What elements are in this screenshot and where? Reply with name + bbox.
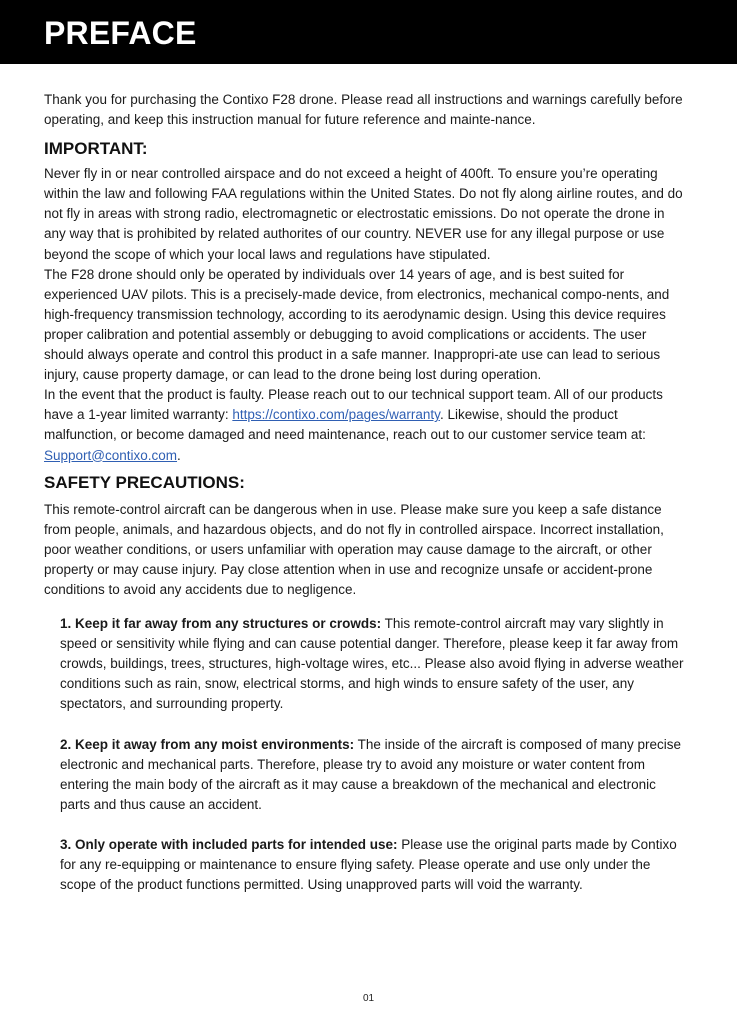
safety-item-text: The inside of the aircraft is composed of many precise electronic and mechanical parts. Therefore, please try to avoid any moisture or water content from entering the main body of the aircraft as it may cause a breakdown of the mechanical and electronic parts and thus cause an accident. <box>60 736 682 812</box>
important-paragraph-1: Never fly in or near controlled airspace and do not exceed a height of 400ft. To ensure you’re operating within the law and following FAA regulations within the United States. Do not fly along airline routes, and do not fly in areas with strong radio, electromagnetic or electrostatic emissions. Do not operate the drone in any way that is prohibited by related authorites of our country. NEVER use for any illegal purpose or use beyond the scope of which your local laws and regulations have stipulated. <box>44 166 683 262</box>
intro-paragraph: Thank you for purchasing the Contixo F28 drone. Please read all instructions and warnings carefully before operating, and keep this instruction manual for future reference and mainte-nance. <box>44 92 683 128</box>
safety-item <box>60 735 684 815</box>
safety-item <box>60 614 684 714</box>
important-paragraph-3 <box>44 385 684 465</box>
safety-item-text: Please use the original parts made by Contixo for any re-equipping or maintenance to ensure flying safety. Please operate and use only under the scope of the product functions permitted. Using unapproved parts will void the warranty. <box>60 836 677 893</box>
support-text-end: . <box>177 447 181 463</box>
warranty-text: In the event that the product is faulty. Please reach out to our technical support team. All of our products have a 1-year limited warranty: <box>44 387 663 423</box>
page-number: 01 <box>362 993 375 1004</box>
safety-item-title: 2. Keep it away from any moist environments: <box>60 736 355 752</box>
safety-item-title: 3. Only operate with included parts for intended use: <box>60 836 398 852</box>
safety-item <box>60 835 684 895</box>
safety-intro-paragraph: This remote-control aircraft can be dangerous when in use. Please make sure you keep a safe distance from people, animals, and hazardous objects, and do not fly in controlled airspace. Incorrect installation, poor weather conditions, or users unfamiliar with operation may cause damage to the aircraft, or other property or may cause injury. Pay close attention when in use and recognize unsafe or accident-prone conditions to avoid any accidents due to negligence. <box>44 501 664 597</box>
important-heading: IMPORTANT: <box>44 139 148 159</box>
safety-item-text: This remote-control aircraft may vary slightly in speed or sensitivity while flying and can cause potential danger. Therefore, please keep it far away from crowds, buildings, trees, structures, high-voltage wires, etc... Please also avoid flying in adverse weather conditions such as rain, snow, electrical storms, and high winds to ensure safety of the user, any spectators, and surrounding property. <box>60 616 684 712</box>
warranty-link[interactable]: https://contixo.com/pages/warranty <box>232 407 440 423</box>
support-text: . Likewise, should the product malfunction, or become damaged and need maintenance, reach out to our customer service team at: <box>44 407 646 443</box>
important-paragraph-2: The F28 drone should only be operated by individuals over 14 years of age, and is best suited for experienced UAV pilots. This is a precisely-made device, from electronics, mechanical compo-nents, and high-frequency transmission technology, according to its aerodynamic design. Using this device requires proper calibration and potential assembly or debugging to avoid complications or accidents. The user should always operate and control this product in a safe manner. Inappropri-ate use can lead to serious injury, cause property damage, or can lead to the drone being lost during operation. <box>44 266 670 383</box>
page-title: PREFACE <box>44 15 197 51</box>
safety-heading: SAFETY PRECAUTIONS: <box>44 472 245 492</box>
page-content <box>44 90 684 915</box>
page-header <box>0 0 737 64</box>
safety-item-title: 1. Keep it far away from any structures or crowds: <box>60 616 382 632</box>
support-email-link[interactable]: Support@contixo.com <box>44 447 178 463</box>
